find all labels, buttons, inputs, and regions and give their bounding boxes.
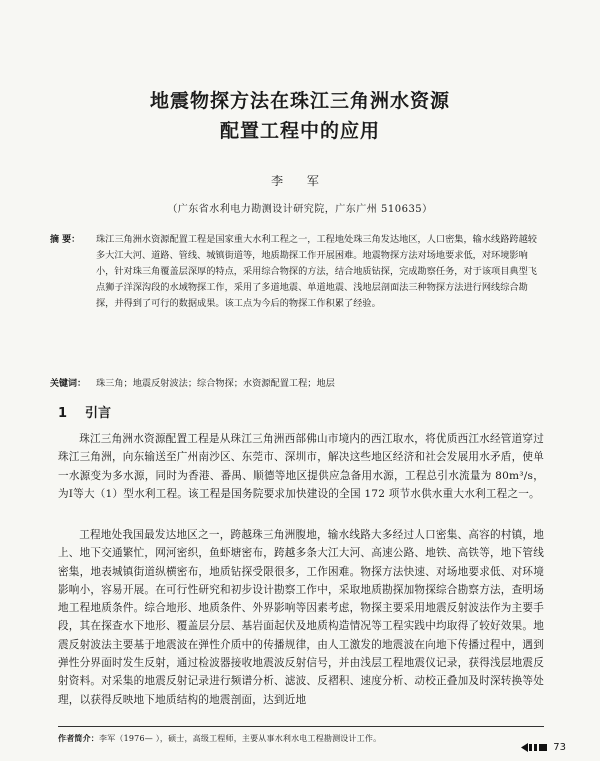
author: 李 军 [271, 174, 329, 188]
body-paragraph: 珠江三角洲水资源配置工程是从珠江三角洲西部佛山市境内的西江取水，将优质西江水经管道穿过珠江三角洲，向东输送至广州南沙区、东莞市、深圳市，解决这些地区经济和社会发展用水矛盾，使单一水源变为多水源，同时为香港、番禺、顺德等地区提供应急备用水源，工程总引水流量为 80m³/s，为Ⅰ等大（1）型水利工程。该工程是国务院要求加快建设的全国 172 项节水供水重大水利工程之一。 [58, 433, 544, 500]
abstract-text: 珠江三角洲水资源配置工程是国家重大水利工程之一，工程地处珠三角发达地区，人口密集，输水线路跨越较多大江大河、道路、管线、城镇街道等，地质勘探工作开展困难。地震物探方法对场地要求低，对环境影响小，针对珠三角覆盖层深厚的特点，采用综合物探的方法，结合地质钻探，完成勘察任务，对于该项目典型飞点狮子洋深沟段的水域物探工作，采用了多道地震、单道地震、浅地层剖面法三种物探方法进行网线综合勘探，并得到了可行的数据成果。该工点为今后的物探工作积累了经验。 [96, 234, 537, 309]
footnote-label: 作者简介： [58, 734, 99, 743]
title-line-1: 地震物探方法在珠江三角洲水资源 [149, 90, 450, 112]
keywords-label: 关键词： [50, 379, 87, 389]
keywords [50, 376, 544, 392]
arrow-icon [521, 743, 547, 752]
footnote-divider [58, 726, 544, 727]
section-title: 引言 [85, 406, 112, 421]
body-paragraph: 工程地处我国最发达地区之一，跨越珠三角洲腹地，输水线路大多经过人口密集、高容的村镇，地上、地下交通繁忙，网河密织，鱼虾塘密布，跨越多条大江大河、高速公路、地铁、高铁等，地下管线密集，地表城镇街道纵横密布，地质钻探受限很多，工作困难。物探方法快速、对场地要求低、对环境影响小，容易开展。在可行性研究和初步设计勘察工作中，采取地质勘探加物探综合勘察方法，查明场地工程地质条件。综合地形、地质条件、外界影响等因素考虑，物探主要采用地震反射波法作为主要手段，其在探查水下地形、覆盖层分层、基岩面起伏及地质构造情况等工程实践中均取得了较好效果。地震反射波法主要基于地震波在弹性介质中的传播规律，由人工激发的地震波在向地下传播过程中，遇到弹性分界面时发生反射，通过检波器接收地震波反射信号，并由浅层工程地震仪记录，获得浅层地震反射资料。对采集的地震反射记录进行频谱分析、滤波、反褶积、速度分析、动校正叠加及时深转换等处理，以获得反映地下地质结构的地震剖面，达到近地 [58, 529, 544, 706]
affiliation: （广东省水利电力勘测设计研究院，广东广州 510635） [167, 204, 433, 215]
abstract [50, 232, 544, 312]
section-number: 1 [58, 406, 68, 421]
abstract-label: 摘 要： [50, 235, 81, 245]
title-line-2: 配置工程中的应用 [219, 120, 380, 142]
page-number-box [521, 742, 566, 753]
keywords-text: 珠三角；地震反射波法；综合物探；水资源配置工程；地层 [96, 378, 335, 389]
page-number: 73 [553, 742, 566, 753]
section-heading [58, 402, 129, 421]
footnote-text: 李军（1976— ），硕士，高级工程师，主要从事水利水电工程勘测设计工作。 [99, 734, 382, 743]
footnote [58, 733, 381, 744]
paper-title [0, 86, 600, 146]
